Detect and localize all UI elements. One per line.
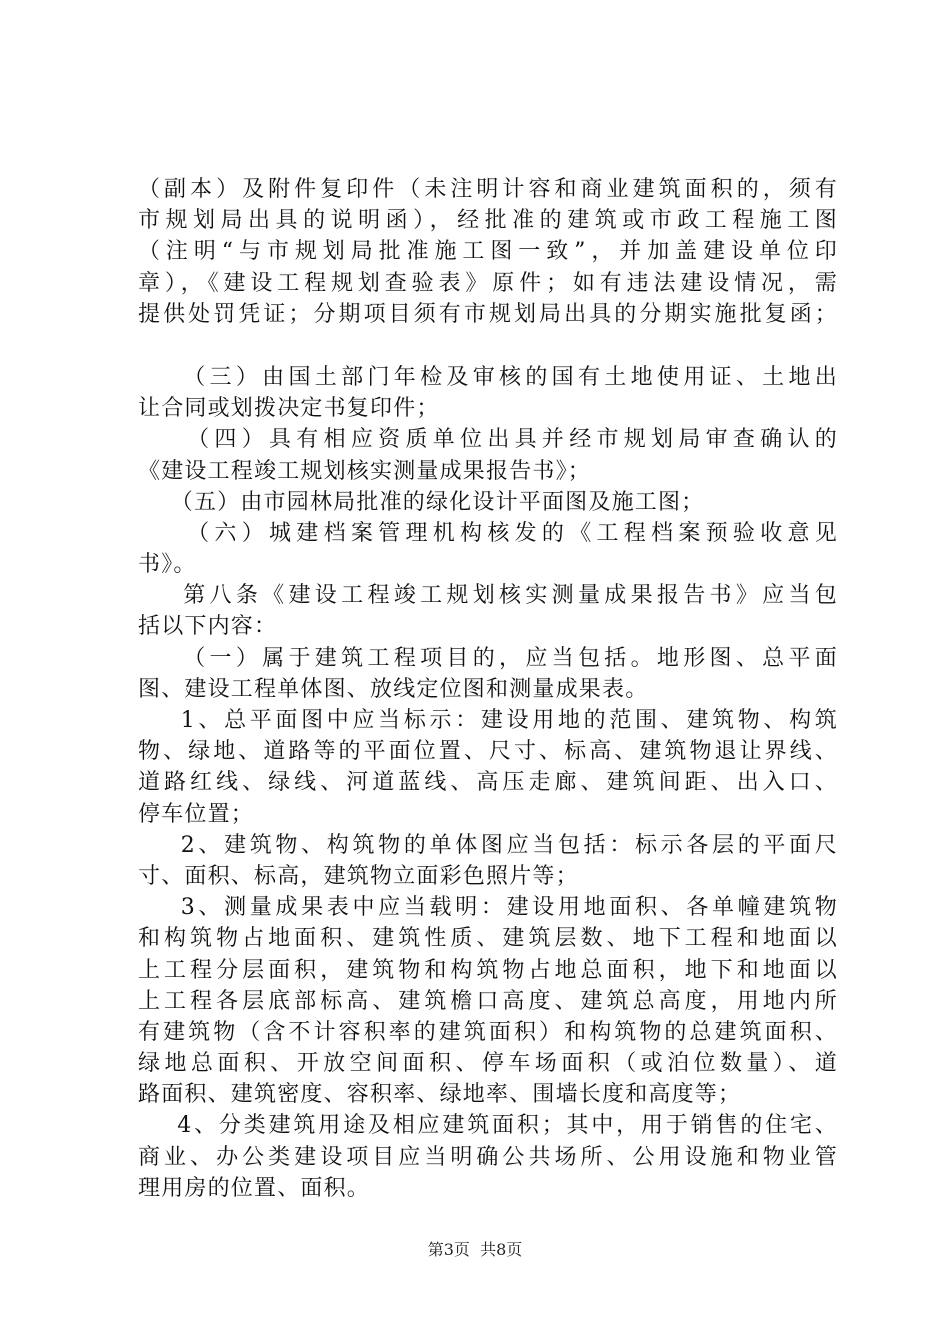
- text-line: 寸、面积、标高，建筑物立面彩色照片等；: [138, 863, 579, 889]
- page-number: 第3页 共8页: [427, 1240, 523, 1259]
- text-line: （注明“与市规划局批准施工图一致”，并加盖建设单位印: [138, 239, 838, 265]
- text-line: （副本）及附件复印件（未注明计容和商业建筑面积的，须有: [138, 177, 838, 202]
- paragraph-gap: [138, 330, 838, 362]
- text-line: 停车位置；: [138, 801, 255, 827]
- text-line: 2、建筑物、构筑物的单体图应当包括：标示各层的平面尺: [138, 832, 838, 858]
- text-line: （三）由国土部门年检及审核的国有土地使用证、土地出: [138, 364, 838, 390]
- text-line: 市规划局出具的说明函），经批准的建筑或市政工程施工图: [138, 208, 838, 234]
- text-line: 提供处罚凭证；分期项目须有市规划局出具的分期实施批复函；: [138, 301, 838, 327]
- text-line: 《建设工程竣工规划核实测量成果报告书》；: [138, 458, 592, 484]
- text-line: 理用房的位置、面积。: [138, 1175, 371, 1201]
- text-line: （五）由市园林局批准的绿化设计平面图及施工图；: [138, 489, 705, 515]
- text-line: （一）属于建筑工程项目的，应当包括。地形图、总平面: [138, 645, 838, 671]
- body-text: [138, 174, 838, 1204]
- text-line: 4、分类建筑用途及相应建筑面积；其中，用于销售的住宅、: [138, 1113, 838, 1139]
- text-line: 括以下内容：: [138, 614, 278, 640]
- text-line: 3、测量成果表中应当载明：建设用地面积、各单幢建筑物: [138, 895, 838, 921]
- text-line: 商业、办公类建设项目应当明确公共场所、公用设施和物业管: [138, 1144, 838, 1170]
- text-line: 第八条《建设工程竣工规划核实测量成果报告书》应当包: [138, 583, 838, 609]
- text-line: 章），《建设工程规划查验表》原件；如有违法建设情况，需: [138, 270, 838, 296]
- text-line: （四）具有相应资质单位出具并经市规划局审查确认的: [138, 427, 838, 453]
- text-line: 绿地总面积、开放空间面积、停车场面积（或泊位数量）、道: [138, 1051, 838, 1077]
- text-line: （六）城建档案管理机构核发的《工程档案预验收意见: [138, 520, 838, 546]
- text-line: 让合同或划拨决定书复印件；: [138, 396, 440, 422]
- text-line: 1、总平面图中应当标示：建设用地的范围、建筑物、构筑: [138, 708, 838, 733]
- text-line: 路面积、建筑密度、容积率、绿地率、围墙长度和高度等；: [138, 1082, 742, 1108]
- text-line: 上工程分层面积，建筑物和构筑物占地总面积，地下和地面以: [138, 957, 838, 983]
- text-line: 书》。: [138, 552, 197, 578]
- text-line: 有建筑物（含不计容积率的建筑面积）和构筑物的总建筑面积、: [138, 1019, 838, 1045]
- text-line: 物、绿地、道路等的平面位置、尺寸、标高、建筑物退让界线、: [138, 739, 838, 765]
- text-line: 图、建设工程单体图、放线定位图和测量成果表。: [138, 676, 649, 702]
- text-line: 和构筑物占地面积、建筑性质、建筑层数、地下工程和地面以: [138, 926, 838, 952]
- text-line: 道路红线、绿线、河道蓝线、高压走廊、建筑间距、出入口、: [138, 770, 838, 796]
- text-line: 上工程各层底部标高、建筑檐口高度、建筑总高度，用地内所: [138, 988, 838, 1014]
